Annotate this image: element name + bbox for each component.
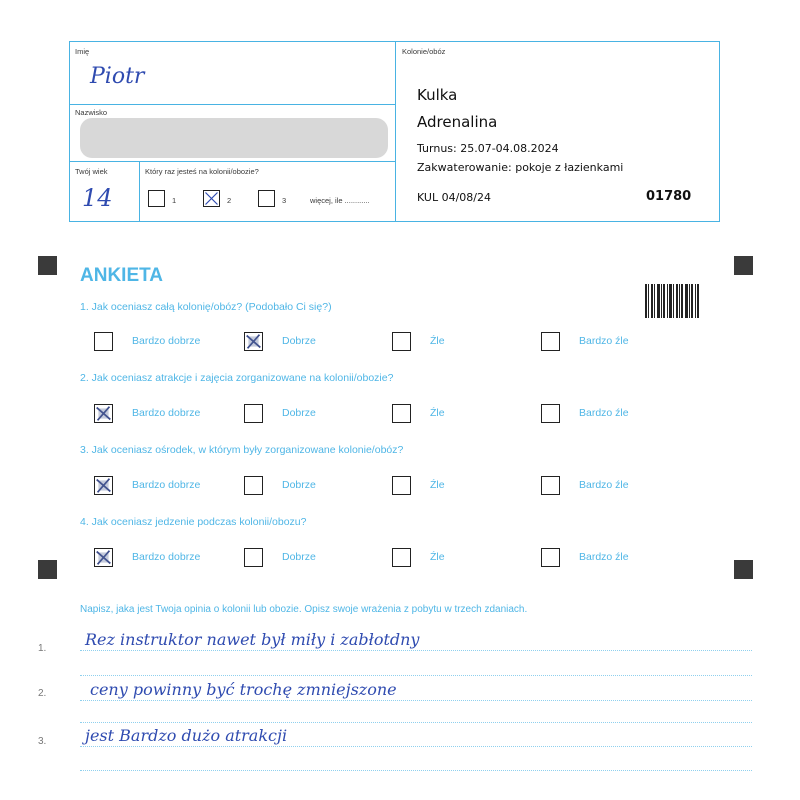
barcode-icon	[645, 284, 699, 318]
q1-zle-label: Źle	[430, 335, 445, 347]
kolonie-label: Kolonie/obóz	[402, 47, 446, 56]
q3-dobrze-checkbox[interactable]	[244, 476, 263, 495]
form-number: 01780	[646, 189, 692, 204]
registration-mark	[734, 560, 753, 579]
visit-2-label: 2	[227, 196, 232, 205]
visit-3-label: 3	[282, 196, 287, 205]
dotted-line	[80, 746, 752, 747]
camp-code: KUL 04/08/24	[417, 191, 491, 204]
line-number: 2.	[38, 688, 47, 699]
q4-bardzo-dobrze-checkbox[interactable]	[94, 548, 113, 567]
dotted-line	[80, 722, 752, 723]
survey-title: ANKIETA	[80, 265, 164, 286]
visit-1-checkbox[interactable]	[148, 190, 165, 207]
q4-bardzo-dobrze-label: Bardzo dobrze	[132, 551, 201, 563]
camp-type: Adrenalina	[417, 113, 498, 131]
turnus: Turnus: 25.07-04.08.2024	[417, 142, 559, 155]
q3-zle-checkbox[interactable]	[392, 476, 411, 495]
line-number: 1.	[38, 643, 47, 654]
q4-zle-checkbox[interactable]	[392, 548, 411, 567]
imie-value[interactable]: Piotr	[90, 64, 145, 89]
registration-mark	[734, 256, 753, 275]
redacted-surname	[80, 118, 388, 158]
wiek-value[interactable]: 14	[82, 184, 113, 212]
nazwisko-label: Nazwisko	[75, 108, 108, 117]
dotted-line	[80, 770, 752, 771]
dotted-line	[80, 675, 752, 676]
q3-dobrze-label: Dobrze	[282, 479, 316, 491]
q2-bardzo-dobrze-checkbox[interactable]	[94, 404, 113, 423]
q4-bardzo-zle-label: Bardzo źle	[579, 551, 629, 563]
visit-3-checkbox[interactable]	[258, 190, 275, 207]
opinion-line-3[interactable]: jest Bardzo dużo atrakcji	[85, 726, 288, 745]
question-3-text: 3. Jak oceniasz ośrodek, w którym były zorganizowane kolonie/obóz?	[80, 444, 404, 456]
q1-bardzo-dobrze-checkbox[interactable]	[94, 332, 113, 351]
q4-zle-label: Źle	[430, 551, 445, 563]
question-4-text: 4. Jak oceniasz jedzenie podczas kolonii/obozu?	[80, 516, 307, 528]
q3-bardzo-zle-label: Bardzo źle	[579, 479, 629, 491]
imie-label: Imię	[75, 47, 90, 56]
q1-dobrze-label: Dobrze	[282, 335, 316, 347]
q2-zle-checkbox[interactable]	[392, 404, 411, 423]
zakwaterowanie: Zakwaterowanie: pokoje z łazienkami	[417, 161, 624, 174]
wiecej-label: więcej, ile ............	[310, 196, 370, 205]
check-mark-icon	[95, 549, 112, 566]
q3-bardzo-zle-checkbox[interactable]	[541, 476, 560, 495]
q1-zle-checkbox[interactable]	[392, 332, 411, 351]
q4-bardzo-zle-checkbox[interactable]	[541, 548, 560, 567]
question-2-text: 2. Jak oceniasz atrakcje i zajęcia zorganizowane na kolonii/obozie?	[80, 372, 394, 384]
q3-zle-label: Źle	[430, 479, 445, 491]
q2-dobrze-checkbox[interactable]	[244, 404, 263, 423]
q2-bardzo-zle-label: Bardzo źle	[579, 407, 629, 419]
registration-mark	[38, 560, 57, 579]
opinion-line-2[interactable]: ceny powinny być trochę zmniejszone	[90, 680, 397, 699]
opinion-line-1[interactable]: Rez instruktor nawet był miły i zabłotdny	[85, 630, 420, 649]
q2-bardzo-dobrze-label: Bardzo dobrze	[132, 407, 201, 419]
q2-zle-label: Źle	[430, 407, 445, 419]
line-number: 3.	[38, 736, 47, 747]
check-mark-icon	[95, 477, 112, 494]
registration-mark	[38, 256, 57, 275]
q1-dobrze-checkbox[interactable]	[244, 332, 263, 351]
visit-2-checkbox[interactable]	[203, 190, 220, 207]
opinion-prompt: Napisz, jaka jest Twoja opinia o kolonii lub obozie. Opisz swoje wrażenia z pobytu w trzech zdaniach.	[80, 604, 528, 615]
q1-bardzo-zle-label: Bardzo źle	[579, 335, 629, 347]
q4-dobrze-label: Dobrze	[282, 551, 316, 563]
q2-bardzo-zle-checkbox[interactable]	[541, 404, 560, 423]
q4-dobrze-checkbox[interactable]	[244, 548, 263, 567]
ktory-raz-label: Który raz jesteś na kolonii/obozie?	[145, 167, 259, 176]
q2-dobrze-label: Dobrze	[282, 407, 316, 419]
check-mark-icon	[204, 191, 219, 206]
check-mark-icon	[245, 333, 262, 350]
check-mark-icon	[95, 405, 112, 422]
dotted-line	[80, 650, 752, 651]
q1-bardzo-dobrze-label: Bardzo dobrze	[132, 335, 201, 347]
q3-bardzo-dobrze-label: Bardzo dobrze	[132, 479, 201, 491]
dotted-line	[80, 700, 752, 701]
q1-bardzo-zle-checkbox[interactable]	[541, 332, 560, 351]
wiek-label: Twój wiek	[75, 167, 108, 176]
question-1-text: 1. Jak oceniasz całą kolonię/obóz? (Podobało Ci się?)	[80, 301, 332, 313]
camp-name: Kulka	[417, 86, 458, 104]
visit-1-label: 1	[172, 196, 177, 205]
q3-bardzo-dobrze-checkbox[interactable]	[94, 476, 113, 495]
